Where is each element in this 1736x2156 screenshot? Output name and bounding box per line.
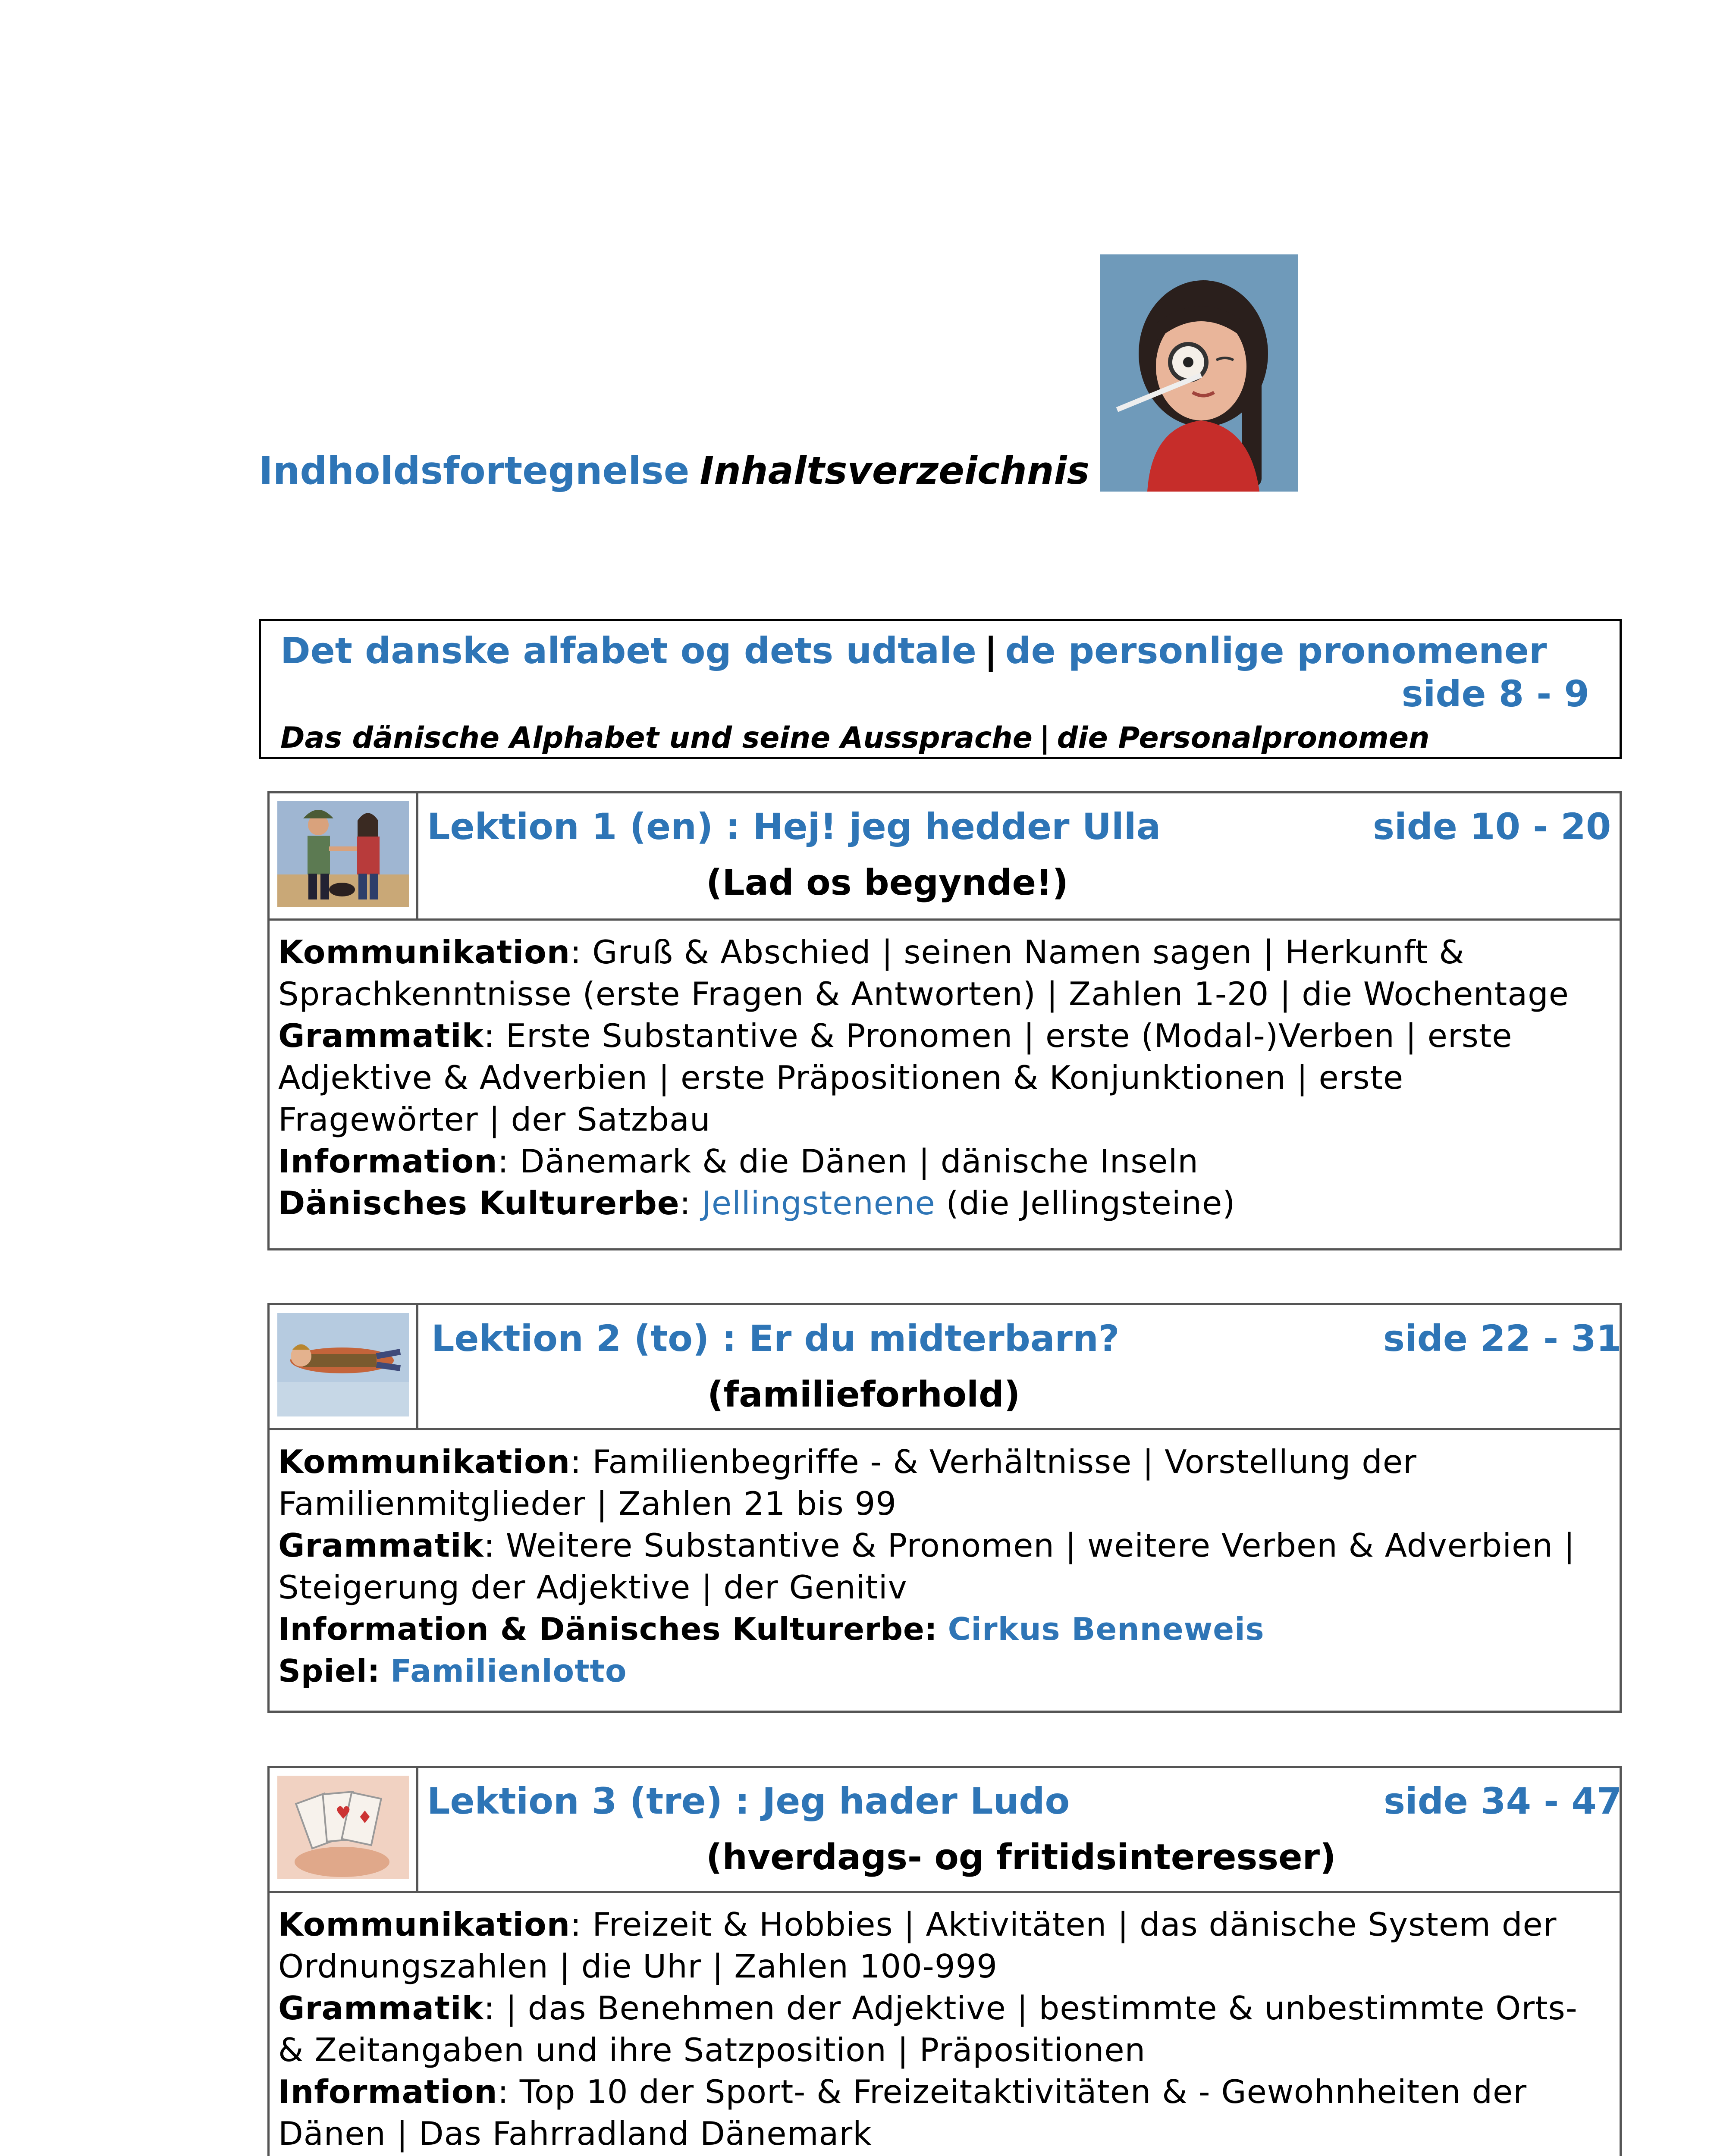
lesson-title: Lektion 1 (en) : Hej! jeg hedder Ulla (427, 805, 1161, 848)
separator: | (1039, 721, 1050, 755)
content-line: Spiel: Familienlotto (278, 1653, 627, 1689)
two-people-greeting-illustration (270, 793, 418, 918)
title-german: Inhaltsverzeichnis (700, 448, 1090, 493)
lesson-box-2 (267, 1303, 1622, 1713)
content-line: Adjektive & Adverbien | erste Präpositionen & Konjunktionen | erste (278, 1059, 1404, 1097)
intro-german (280, 721, 1429, 755)
lesson-header (270, 1305, 1620, 1430)
content-line: Grammatik: Weitere Substantive & Pronomen | weitere Verben & Adverbien | (278, 1526, 1575, 1564)
child-lying-illustration (270, 1305, 418, 1428)
intro-pages: side 8 - 9 (1401, 673, 1589, 715)
intro-german-alphabet: Das dänische Alphabet und seine Aussprache (280, 721, 1033, 755)
lesson-content (270, 918, 1620, 1248)
page-title (259, 448, 1089, 493)
intro-box (259, 619, 1622, 759)
culture-highlight: Cirkus Benneweis (948, 1611, 1265, 1647)
lesson-content (270, 1891, 1620, 2156)
lesson-pages: side 10 - 20 (1373, 805, 1611, 848)
content-line: Steigerung der Adjektive | der Genitiv (278, 1568, 907, 1606)
content-line: Grammatik: Erste Substantive & Pronomen | erste (Modal-)Verben | erste (278, 1017, 1513, 1055)
girl-with-magnifier-illustration (1100, 254, 1298, 492)
title-danish: Indholdsfortegnelse (259, 448, 690, 493)
lesson-content (270, 1428, 1620, 1711)
svg-text:♥: ♥ (336, 1803, 351, 1823)
lesson-header (270, 1768, 1620, 1893)
content-line: Information: Top 10 der Sport- & Freizeitaktivitäten & - Gewohnheiten der (278, 2073, 1527, 2111)
lesson-box-1 (267, 791, 1622, 1250)
playing-cards-illustration (270, 1768, 418, 1891)
content-line: Kommunikation: Freizeit & Hobbies | Aktivitäten | das dänische System der (278, 1905, 1557, 1943)
content-line: Kommunikation: Familienbegriffe - & Verhältnisse | Vorstellung der (278, 1443, 1417, 1481)
intro-german-pronouns: die Personalpronomen (1057, 721, 1430, 755)
lesson-title: Lektion 2 (to) : Er du midterbarn? (431, 1317, 1120, 1360)
content-line: Information: Dänemark & die Dänen | dänische Inseln (278, 1142, 1199, 1180)
content-line: Sprachkenntnisse (erste Fragen & Antworten) | Zahlen 1-20 | die Wochentage (278, 975, 1569, 1013)
content-line: Ordnungszahlen | die Uhr | Zahlen 100-999 (278, 1947, 998, 1985)
lesson-header (270, 793, 1620, 921)
content-line: Grammatik: | das Benehmen der Adjektive | bestimmte & unbestimmte Orts- (278, 1989, 1578, 2027)
content-line: & Zeitangaben und ihre Satzposition | Präpositionen (278, 2031, 1146, 2069)
lesson-pages: side 22 - 31 (1383, 1317, 1622, 1360)
content-line: Fragewörter | der Satzbau (278, 1100, 711, 1138)
content-line: Dänisches Kulturerbe: Jellingstenene (die Jellingsteine) (278, 1184, 1236, 1222)
content-line: Information & Dänisches Kulturerbe: Cirkus Benneweis (278, 1611, 1265, 1647)
svg-text:♦: ♦ (357, 1808, 373, 1827)
culture-highlight: Jellingstenene (701, 1184, 935, 1222)
lesson-pages: side 34 - 47 (1384, 1780, 1622, 1822)
intro-heading (280, 630, 1547, 672)
lesson-subtitle: (hverdags- og fritidsinteresser) (706, 1837, 1336, 1878)
game-highlight: Familienlotto (390, 1653, 627, 1689)
content-line: Kommunikation: Gruß & Abschied | seinen Namen sagen | Herkunft & (278, 933, 1465, 971)
lesson-subtitle: (Lad os begynde!) (706, 862, 1069, 903)
intro-heading-alphabet: Det danske alfabet og dets udtale (280, 630, 976, 672)
lesson-subtitle: (familieforhold) (707, 1374, 1020, 1415)
separator: | (984, 630, 998, 672)
intro-heading-pronouns: de personlige pronomener (1005, 630, 1547, 672)
content-line: Familienmitglieder | Zahlen 21 bis 99 (278, 1485, 897, 1523)
content-line: Dänen | Das Fahrradland Dänemark (278, 2115, 872, 2153)
lesson-title: Lektion 3 (tre) : Jeg hader Ludo (427, 1780, 1070, 1822)
lesson-box-3 (267, 1766, 1622, 2156)
